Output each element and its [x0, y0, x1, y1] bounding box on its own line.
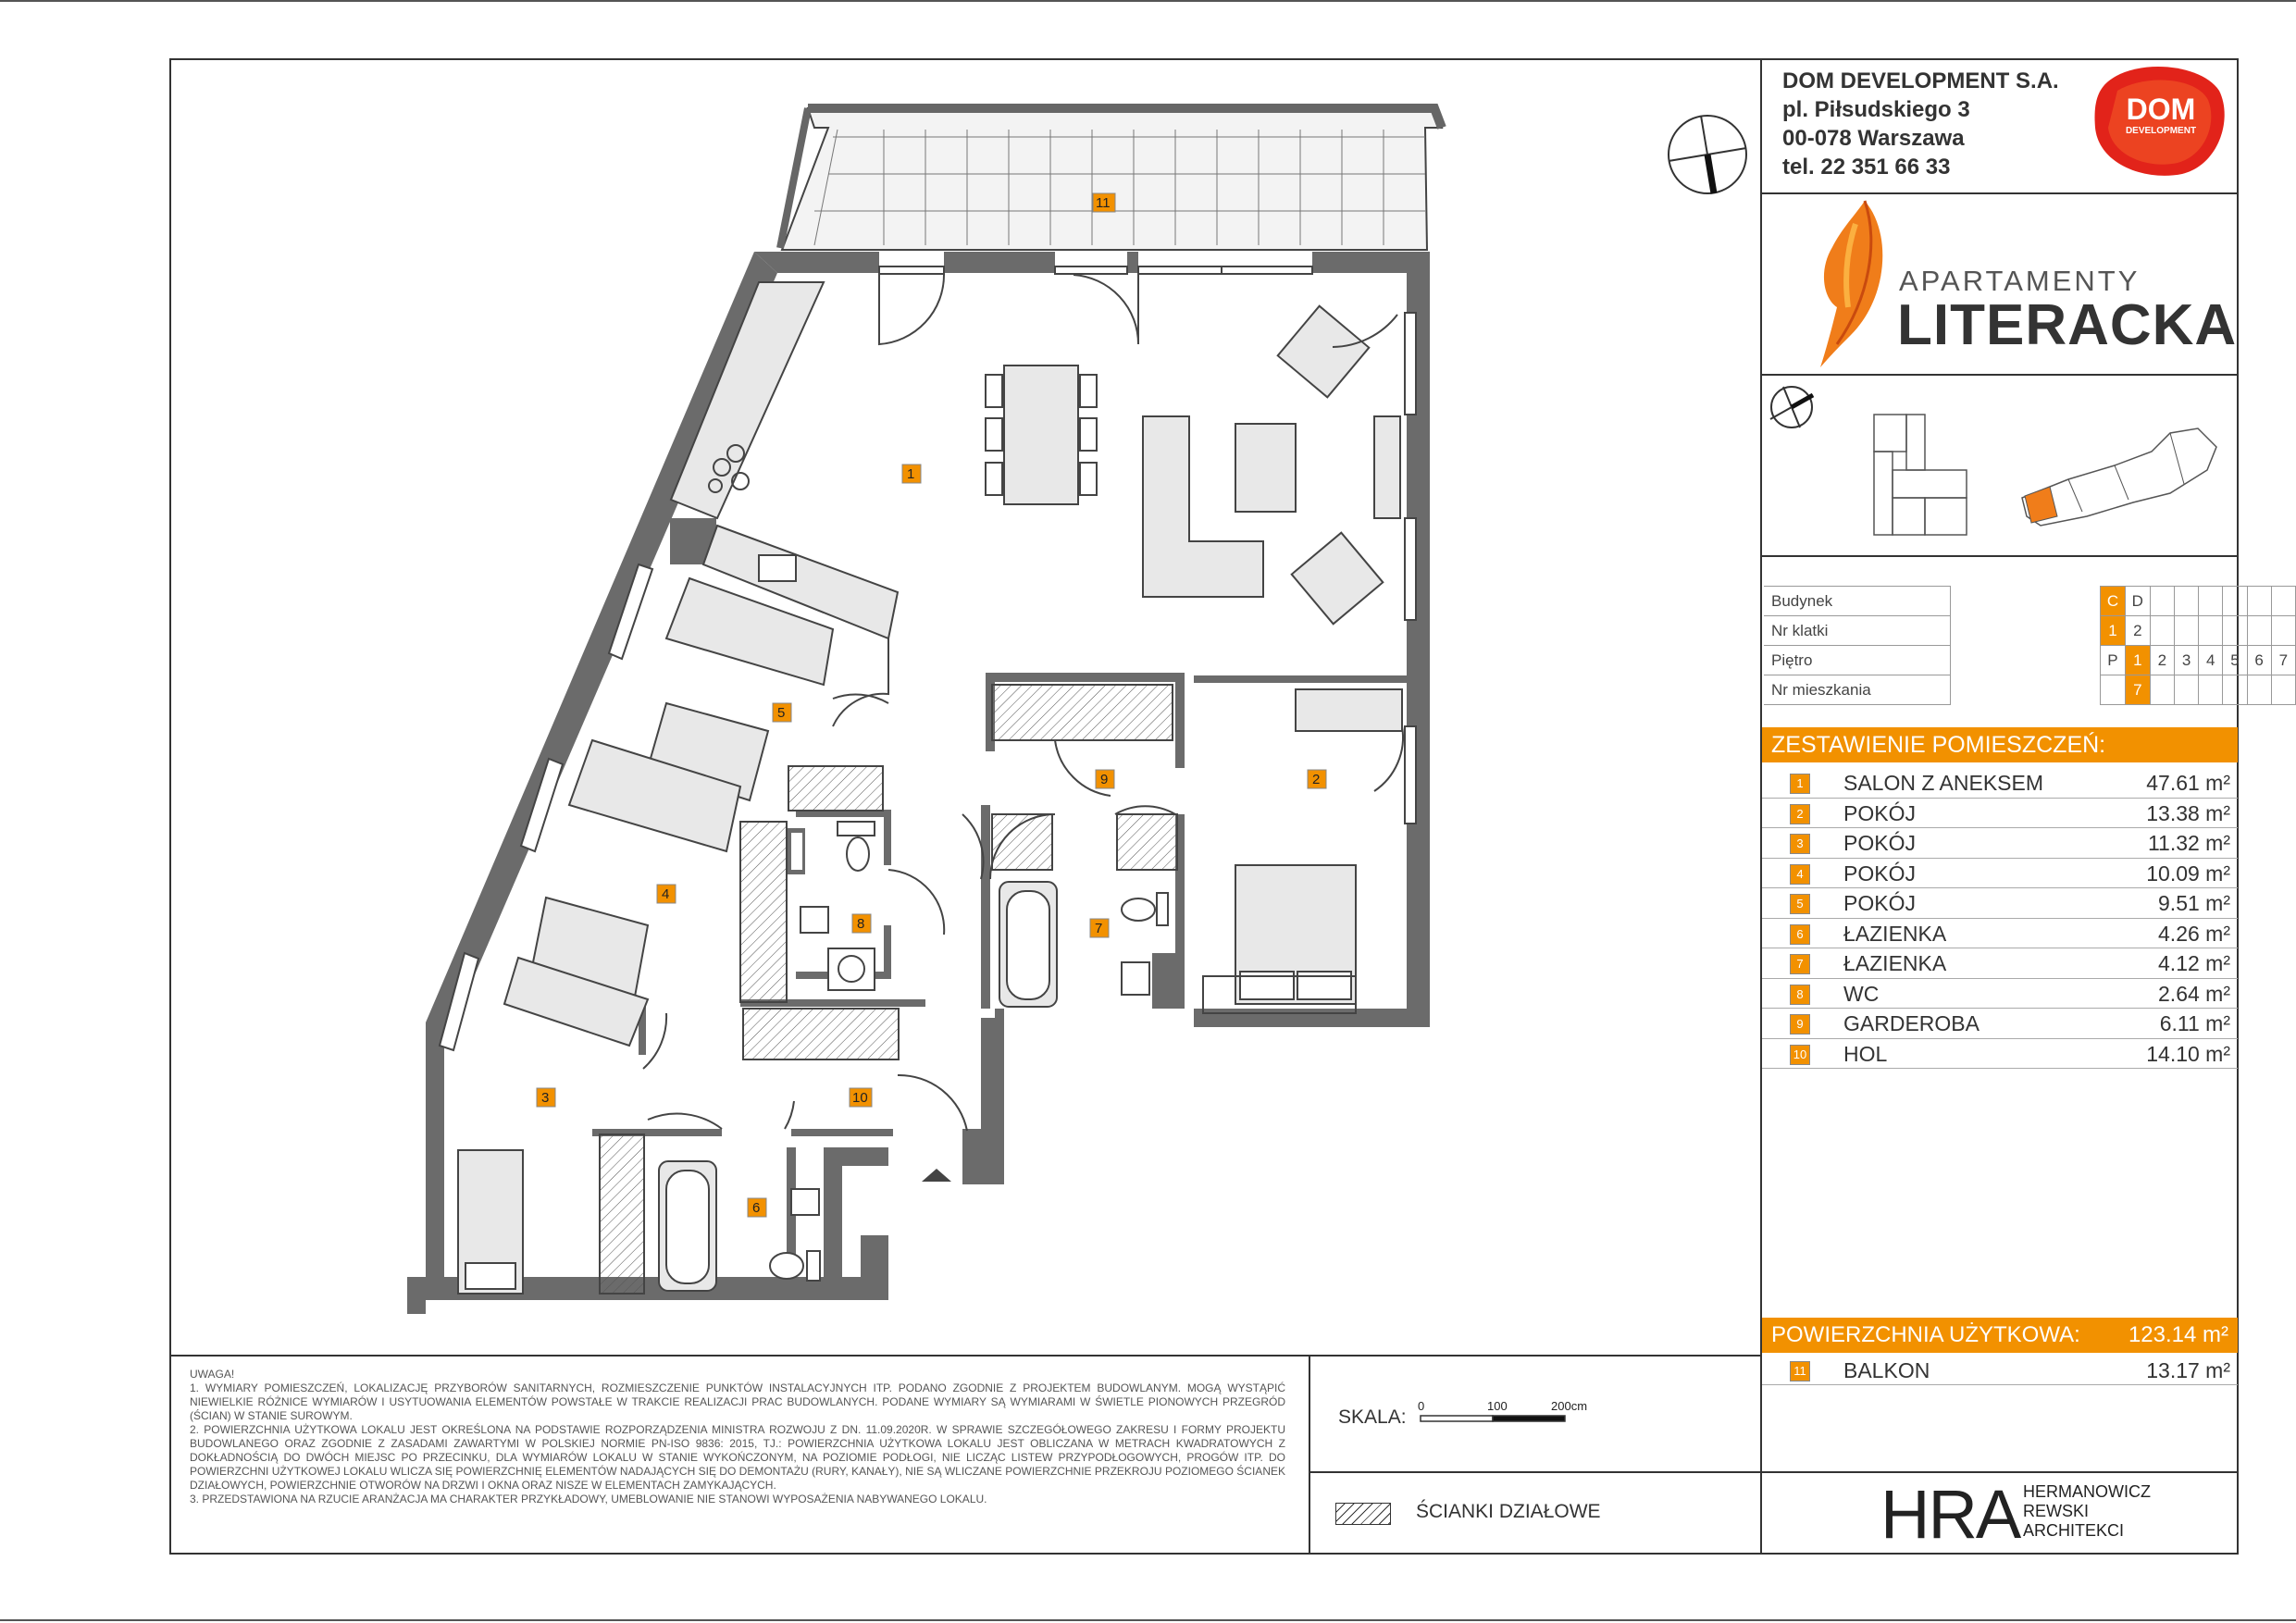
- brand-title: LITERACKA: [1897, 293, 2238, 357]
- pietro-1: 1: [2125, 646, 2150, 675]
- divider-legend: [1309, 1471, 1761, 1473]
- notes-title: UWAGA!: [190, 1368, 235, 1381]
- plan-label-1: 1: [907, 466, 915, 482]
- room-name: WC: [1843, 981, 1880, 1006]
- room-name: ŁAZIENKA: [1843, 951, 1947, 975]
- room-name: POKÓJ: [1843, 800, 1916, 825]
- room-row: [1762, 948, 2238, 979]
- pietro-3: 3: [2174, 646, 2198, 675]
- architect-logo: HRA: [1880, 1476, 2020, 1553]
- room-labels: [537, 193, 1326, 1217]
- key-plan: [1763, 378, 2235, 553]
- room-row: [1762, 859, 2238, 889]
- balcony-num: 11: [1790, 1361, 1810, 1381]
- pietro-7: 7: [2271, 646, 2295, 675]
- label-pietro: Piętro: [1764, 646, 1951, 675]
- room-area: 4.26 m²: [2158, 921, 2230, 946]
- scale-tick-100: 100: [1487, 1399, 1508, 1413]
- room-num: 7: [1790, 954, 1810, 974]
- room-row: [1762, 1039, 2238, 1070]
- balcony-area: 13.17 m²: [2146, 1358, 2230, 1382]
- room-num: 10: [1790, 1045, 1810, 1065]
- partition-legend-swatch: [1335, 1503, 1391, 1525]
- room-num: 1: [1790, 774, 1810, 794]
- plan-label-6: 6: [752, 1200, 761, 1216]
- room-row: [1762, 768, 2238, 799]
- room-row: [1762, 919, 2238, 949]
- room-area: 10.09 m²: [2146, 861, 2230, 886]
- pietro-4: 4: [2199, 646, 2223, 675]
- row-pietro: [1764, 646, 2296, 675]
- divider-company: [1760, 192, 2238, 194]
- room-name: POKÓJ: [1843, 891, 1916, 915]
- label-klatka: Nr klatki: [1764, 616, 1951, 646]
- scale-label: SKALA:: [1338, 1406, 1407, 1428]
- entrance-marker-icon: [922, 1169, 951, 1182]
- room-num: 9: [1790, 1014, 1810, 1035]
- room-row: [1762, 888, 2238, 919]
- room-name: POKÓJ: [1843, 831, 1916, 855]
- plan-label-4: 4: [662, 886, 670, 902]
- architect-line2: REWSKI: [2023, 1502, 2090, 1520]
- room-num: 4: [1790, 864, 1810, 885]
- plan-label-3: 3: [541, 1090, 550, 1106]
- row-mieszkanie: [1764, 675, 2296, 705]
- room-area: 6.11 m²: [2159, 1011, 2230, 1035]
- budynek-d: D: [2125, 587, 2150, 616]
- architect-names: [2023, 1482, 2151, 1541]
- room-area: 2.64 m²: [2158, 981, 2230, 1006]
- room-area: 13.38 m²: [2146, 800, 2230, 825]
- room-row: [1762, 1009, 2238, 1039]
- room-area: 14.10 m²: [2146, 1041, 2230, 1066]
- note-item: 1. WYMIARY POMIESZCZEŃ, LOKALIZACJĘ PRZYBORÓW SANITARNYCH, ROZMIESZCZENIE PUNKTÓW INSTALACYJNYCH ITP. PODANO ZGODNIE Z PROJEKTEM BUDOWLANYM. MOGĄ WYSTĄPIĆ NIEWIELKIE RÓŻNICE WYMIARÓW I USYTUOWANIA ELEMENTÓW POWSTAŁE W TRAKCIE REALIZACJI PRAC BUDOWLANYCH. PODANE WYMIARY SĄ WYMIARAMI W ŚWIETLE PIONOWYCH PRZEGRÓD (ŚCIAN) W STANIE SUROWYM.: [190, 1381, 1285, 1422]
- pietro-p: P: [2101, 646, 2126, 675]
- room-row: [1762, 979, 2238, 1010]
- room-num: 2: [1790, 804, 1810, 824]
- klatka-2: 2: [2125, 616, 2150, 646]
- room-name: ŁAZIENKA: [1843, 921, 1947, 946]
- budynek-c: C: [2101, 587, 2126, 616]
- scale-tick-0: 0: [1418, 1399, 1425, 1413]
- company-phone: tel. 22 351 66 33: [1782, 155, 1951, 180]
- room-num: 3: [1790, 834, 1810, 854]
- unit-info-table: [1764, 586, 2296, 705]
- partition-legend-label: ŚCIANKI DZIAŁOWE: [1416, 1501, 1601, 1522]
- plan-label-5: 5: [777, 705, 786, 721]
- label-budynek: Budynek: [1764, 587, 1951, 616]
- room-name: GARDEROBA: [1843, 1011, 1980, 1035]
- divider-architect: [1760, 1471, 2238, 1473]
- label-mieszkanie: Nr mieszkania: [1764, 675, 1951, 705]
- room-area: 47.61 m²: [2146, 771, 2230, 795]
- total-area-value: 123.14 m²: [2128, 1322, 2228, 1347]
- room-area: 11.32 m²: [2147, 831, 2230, 855]
- divider-keyplan: [1760, 555, 2238, 557]
- company-block: [1782, 67, 2059, 181]
- room-row: [1762, 828, 2238, 859]
- total-area-label: POWIERZCHNIA UŻYTKOWA:: [1771, 1322, 2080, 1347]
- company-name: DOM DEVELOPMENT S.A.: [1782, 68, 2059, 93]
- exterior-walls: [407, 252, 1430, 1314]
- architect-line1: HERMANOWICZ: [2023, 1482, 2151, 1501]
- total-area-bar: [1762, 1318, 2238, 1353]
- balcony-name: BALKON: [1843, 1358, 1930, 1382]
- dom-logo-text: DOM: [2126, 93, 2196, 126]
- company-address2: 00-078 Warszawa: [1782, 126, 1965, 151]
- plan-label-10: 10: [852, 1090, 868, 1106]
- notes-block: [190, 1368, 1285, 1506]
- mieszkanie-7: 7: [2125, 675, 2150, 705]
- note-item: 2. POWIERZCHNIA UŻYTKOWA LOKALU JEST OKREŚLONA NA PODSTAWIE ROZPORZĄDZENIA MINISTRA ROZWOJU Z DN. 11.09.2020R. W SPRAWIE SZCZEGÓŁOWEGO ZAKRESU I FORMY PROJEKTU BUDOWLANEGO ORAZ ZGODNIE Z ZASADAMI ZAWARTYMI W POLSKIEJ NORMIE PN-ISO 9836: 2015, TJ.: POWIERZCHNIA UŻYTKOWA LOKALU JEST OBLICZANA W METRACH KWADRATOWYCH Z DOKŁADNOŚCIĄ DO DWÓCH MIEJSC PO PRZECINKU, DLA WYMIARÓW LOKALU W STANIE WYKOŃCZONYM, NA POZIOMIE PODŁOGI, NIE LICZĄC LISTEW PRZYPODŁOGOWYCH, PROGÓW ITP. DO POWIERZCHNI UŻYTKOWEJ LOKALU WLICZA SIĘ POWIERZCHNIĘ ELEMENTÓW NADAJĄCYCH SIĘ DO DEMONTAŻU (RURY, KANAŁY), NIE SĄ WLICZANE POWIERZCHNIE PRZEKROJU POZIOMEGO ŚCIANEK DZIAŁOWYCH, POWIERZCHNIE OTWORÓW NA DRZWI I OKNA ORAZ NISZE W ELEMENTACH ZAMYKAJĄCYCH.: [190, 1423, 1285, 1492]
- bottom-border-line: [0, 1619, 2296, 1621]
- rooms-summary-title: ZESTAWIENIE POMIESZCZEŃ:: [1762, 727, 2238, 762]
- scale-tick-200: 200cm: [1551, 1399, 1588, 1413]
- plan-label-8: 8: [857, 916, 865, 932]
- pietro-6: 6: [2247, 646, 2271, 675]
- architect-line3: ARCHITEKCI: [2023, 1521, 2125, 1540]
- plan-label-9: 9: [1100, 772, 1109, 787]
- plan-label-11: 11: [1096, 195, 1111, 211]
- company-address1: pl. Piłsudskiego 3: [1782, 97, 1970, 122]
- room-area: 9.51 m²: [2158, 891, 2230, 915]
- row-budynek: [1764, 587, 2296, 616]
- klatka-1: 1: [2101, 616, 2126, 646]
- feather-logo-icon: [1809, 196, 1902, 372]
- brand-subtitle: APARTAMENTY: [1899, 265, 2141, 297]
- pietro-2: 2: [2150, 646, 2174, 675]
- room-name: POKÓJ: [1843, 861, 1916, 886]
- room-num: 6: [1790, 924, 1810, 945]
- room-num: 5: [1790, 894, 1810, 914]
- divider-brand: [1760, 374, 2238, 376]
- divider-scale: [1309, 1355, 1310, 1555]
- room-name: SALON Z ANEKSEM: [1843, 771, 2044, 795]
- dom-logo-sub: DEVELOPMENT: [2125, 126, 2197, 136]
- room-row: [1762, 799, 2238, 829]
- room-num: 8: [1790, 985, 1810, 1005]
- row-klatka: [1764, 616, 2296, 646]
- room-name: HOL: [1843, 1041, 1888, 1066]
- plan-label-2: 2: [1312, 772, 1321, 787]
- room-area: 4.12 m²: [2158, 951, 2230, 975]
- note-item: 3. PRZEDSTAWIONA NA RZUCIE ARANŻACJA MA CHARAKTER PRZYKŁADOWY, UMEBLOWANIE NIE STANOWI WYPOSAŻENIA NABYWANEGO LOKALU.: [190, 1493, 987, 1505]
- plan-label-7: 7: [1095, 921, 1103, 936]
- balcony-row: [1762, 1357, 2238, 1385]
- divider-notes: [169, 1355, 1761, 1357]
- pietro-5: 5: [2223, 646, 2247, 675]
- rooms-list: [1762, 768, 2238, 1069]
